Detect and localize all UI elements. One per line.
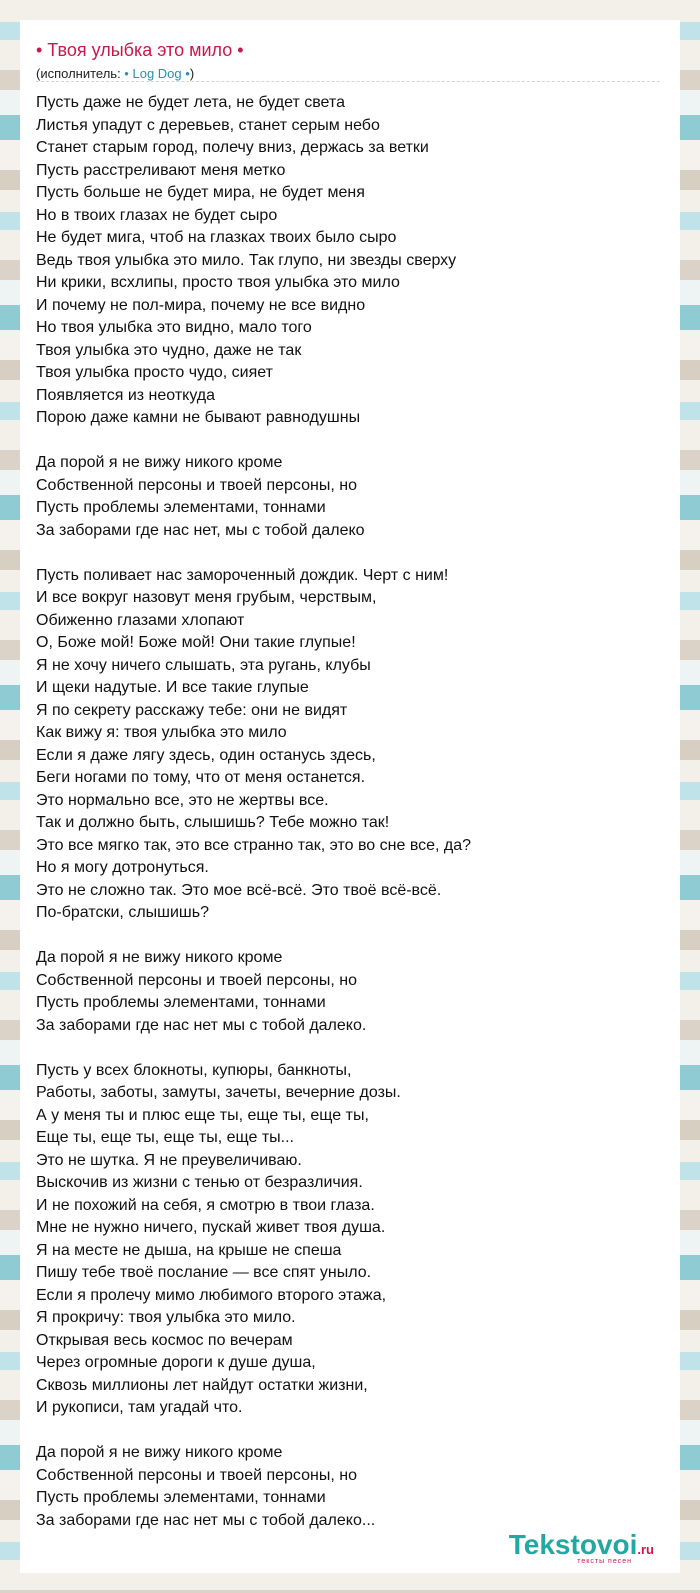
lyric-line: Работы, заботы, замуты, зачеты, вечерние дозы. (36, 1084, 401, 1101)
lyric-line: Порою даже камни не бывают равнодушны (36, 409, 361, 426)
lyric-line: Но я могу дотронуться. (36, 859, 209, 876)
lyric-line: Станет старым город, полечу вниз, держась за ветки (36, 139, 429, 156)
lyric-line: Пусть у всех блокноты, купюры, банкноты, (36, 1061, 352, 1079)
lyric-line: Листья упадут с деревьев, станет серым небо (36, 116, 380, 134)
lyric-line: Пусть проблемы элементами, тоннами (36, 1489, 326, 1506)
lyric-line: Мне не нужно ничего, пускай живет твоя душа. (36, 1219, 386, 1236)
lyric-line: И щеки надутые. И все такие глупые (36, 679, 309, 696)
lyric-line: Ведь твоя улыбка это мило. Так глупо, ни звезды сверху (36, 251, 457, 269)
lyric-line: Но в твоих глазах не будет сыро (36, 206, 278, 224)
lyric-line: По-братски, слышишь? (36, 904, 209, 921)
lyric-line: О, Боже мой! Боже мой! Они такие глупые! (36, 634, 356, 651)
lyric-line: Выскочив из жизни с тенью от безразличия. (36, 1174, 363, 1191)
performer-suffix: ) (189, 66, 195, 81)
lyric-line: Пусть больше не будет мира, не будет меня (36, 184, 365, 201)
lyric-line: Сквозь миллионы лет найдут остатки жизни, (36, 1376, 368, 1394)
lyric-line: За заборами где нас нет мы с тобой далеко. (36, 1016, 367, 1034)
lyric-line: Еще ты, еще ты, еще ты, еще ты... (36, 1129, 294, 1146)
site-logo[interactable] (508, 1529, 654, 1565)
lyric-line: Да порой я не вижу никого кроме (36, 1444, 283, 1461)
lyric-line: Не будет мига, чтоб на глазках твоих было сыро (36, 229, 397, 246)
lyric-line: Так и должно быть, слышишь? Тебе можно так! (36, 814, 390, 831)
lyric-line: Это все мягко так, это все странно так, это во сне все, да? (36, 836, 472, 854)
lyric-line: И все вокруг назовут меня грубым, черствым, (36, 589, 377, 606)
performer-prefix: (исполнитель: (36, 66, 125, 81)
verse-gap (36, 1037, 656, 1060)
lyric-line: Твоя улыбка просто чудо, сияет (36, 364, 273, 381)
lyric-line: Я на месте не дыша, на крыше не спеша (36, 1241, 342, 1259)
title-divider (36, 81, 660, 82)
lyric-line: Пусть проблемы элементами, тоннами (36, 994, 326, 1011)
lyric-line: Да порой я не вижу никого кроме (36, 949, 283, 966)
lyric-line: Пусть проблемы элементами, тоннами (36, 499, 326, 516)
lyric-line: Пишу тебе твоё послание — все спят уныло. (36, 1264, 372, 1281)
lyric-line: Беги ногами по тому, что от меня останется. (36, 769, 366, 786)
song-title: • Твоя улыбка это мило • (36, 40, 244, 60)
lyric-line: И рукописи, там угадай что. (36, 1399, 243, 1416)
lyric-line: Я по секрету расскажу тебе: они не видят (36, 701, 348, 719)
lyric-line: Пусть поливает нас замороченный дождик. Черт с ним! (36, 566, 449, 584)
verse-gap (36, 925, 656, 948)
lyric-line: Ни крики, всхлипы, просто твоя улыбка это мило (36, 274, 400, 291)
lyric-line: Я не хочу ничего слышать, эта ругань, клубы (36, 656, 371, 674)
logo-tld: .ru (637, 1542, 654, 1557)
lyric-line: Если я пролечу мимо любимого второго этажа, (36, 1286, 387, 1304)
lyric-line: Твоя улыбка это чудно, даже не так (36, 341, 302, 359)
lyric-line: Обиженно глазами хлопают (36, 611, 245, 629)
lyric-line: Как вижу я: твоя улыбка это мило (36, 724, 287, 741)
lyric-line: За заборами где нас нет, мы с тобой далеко (36, 521, 365, 539)
performer-link[interactable]: Log Dog (132, 66, 182, 81)
verse-gap (36, 542, 656, 565)
lyric-line: Да порой я не вижу никого кроме (36, 454, 283, 471)
lyric-line: Открывая весь космос по вечерам (36, 1331, 293, 1349)
lyrics-card (20, 20, 680, 1573)
lyric-line: Собственной персоны и твоей персоны, но (36, 476, 357, 494)
lyric-line: Через огромные дороги к душе душа, (36, 1354, 316, 1371)
verse-gap (36, 1420, 656, 1443)
performer-dot-right: • (185, 66, 190, 81)
lyric-line: Это не шутка. Я не преувеличиваю. (36, 1151, 302, 1169)
lyric-line: И не похожий на себя, я смотрю в твои глаза. (36, 1196, 375, 1214)
lyrics-text (36, 92, 656, 1532)
lyric-line: Появляется из неоткуда (36, 386, 216, 404)
lyric-line: Если я даже лягу здесь, один останусь здесь, (36, 746, 376, 764)
lyric-line: Это нормально все, это не жертвы все. (36, 791, 329, 809)
lyric-line: Но твоя улыбка это видно, мало того (36, 319, 312, 336)
lyric-line: Собственной персоны и твоей персоны, но (36, 971, 357, 989)
performer-line (36, 66, 194, 81)
lyric-line: За заборами где нас нет мы с тобой далеко... (36, 1511, 376, 1529)
lyric-line: Пусть даже не будет лета, не будет света (36, 94, 345, 111)
logo-tagline: тексты песен (577, 1558, 632, 1565)
lyric-line: Пусть расстреливают меня метко (36, 161, 286, 179)
lyric-line: И почему не пол-мира, почему не все видно (36, 296, 366, 314)
performer-dot-left: • (124, 66, 129, 81)
verse-gap (36, 430, 656, 453)
lyric-line: Собственной персоны и твоей персоны, но (36, 1466, 357, 1484)
lyric-line: А у меня ты и плюс еще ты, еще ты, еще ты, (36, 1106, 369, 1124)
logo-name: Tekstovoi (508, 1529, 638, 1560)
lyric-line: Я прокричу: твоя улыбка это мило. (36, 1309, 296, 1326)
lyric-line: Это не сложно так. Это мое всё-всё. Это твоё всё-всё. (36, 881, 442, 899)
